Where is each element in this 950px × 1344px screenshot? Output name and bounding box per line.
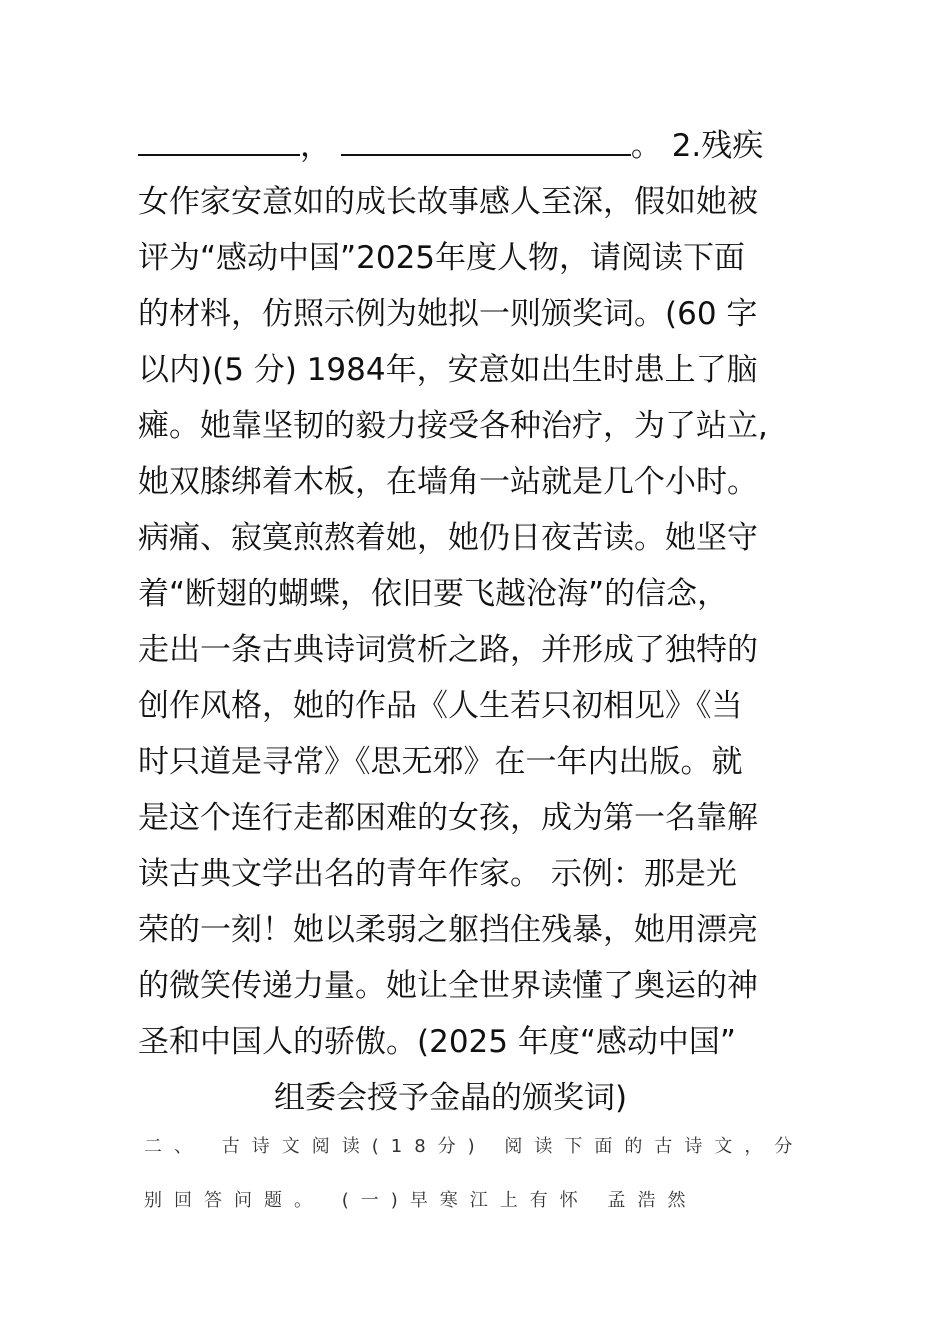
text-line-centered: 组委会授予金晶的颁奖词) (274, 1080, 628, 1116)
answer-blank-2[interactable] (341, 126, 631, 156)
answer-blank-1[interactable] (138, 126, 300, 156)
line1-end: 。 2.残疾 (630, 128, 764, 164)
text-line: 瘫。她靠坚韧的毅力接受各种治疗，为了站立, (138, 408, 768, 444)
text-line: 病痛、寂寞煎熬着她，她仍日夜苦读。她坚守 (138, 520, 758, 556)
text-line: 创作风格，她的作品《人生若只初相见》《当 (138, 688, 743, 724)
text-line: 的微笑传递力量。她让全世界读懂了奥运的神 (138, 968, 758, 1004)
answer-blank-line (138, 126, 763, 166)
section-heading-line: 二、 古诗文阅读(18分) 阅读下面的古诗文，分 (144, 1136, 805, 1157)
line1-comma: ， (300, 128, 331, 164)
text-line: 女作家安意如的成长故事感人至深，假如她被 (138, 184, 758, 220)
text-line: 荣的一刻！她以柔弱之躯挡住残暴，她用漂亮 (138, 912, 758, 948)
text-line: 着“断翅的蝴蝶，依旧要飞越沧海”的信念， (138, 576, 729, 612)
text-line: 以内)(5 分) 1984年，安意如出生时患上了脑 (138, 352, 758, 388)
text-line: 读古典文学出名的青年作家。 示例：那是光 (138, 856, 737, 892)
text-line: 走出一条古典诗词赏析之路，并形成了独特的 (138, 632, 758, 668)
text-line: 是这个连行走都困难的女孩，成为第一名靠解 (138, 800, 758, 836)
text-line: 的材料，仿照示例为她拟一则颁奖词。(60 字 (138, 296, 758, 332)
section-subheading-line: 别回答问题。 (一)早寒江上有怀 孟浩然 (144, 1190, 698, 1211)
text-line: 她双膝绑着木板，在墙角一站就是几个小时。 (138, 464, 758, 500)
text-line: 评为“感动中国”2025年度人物，请阅读下面 (138, 240, 746, 276)
text-line: 圣和中国人的骄傲。(2025 年度“感动中国” (138, 1024, 736, 1060)
text-line: 时只道是寻常》《思无邪》在一年内出版。就 (138, 744, 743, 780)
